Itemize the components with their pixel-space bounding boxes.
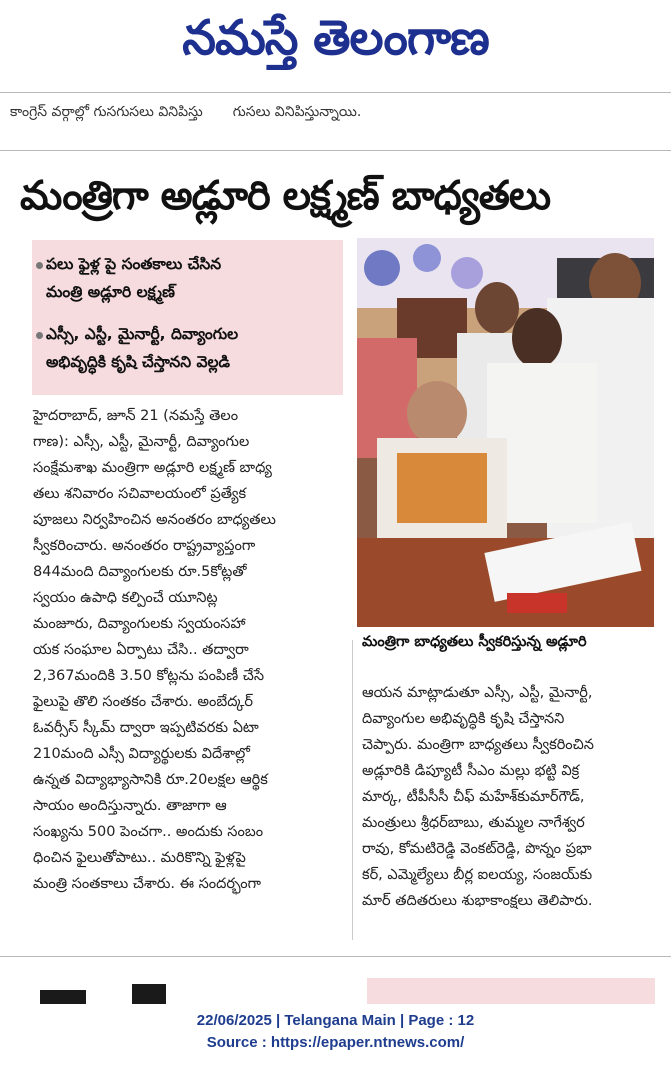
- body-line: రావు, కోమటిరెడ్డి వెంకట్‌రెడ్డి, పొన్నం ప్రభా: [362, 841, 592, 857]
- body-line: 844మంది దివ్యాంగులకు రూ.5కోట్లతో: [33, 564, 247, 580]
- body-line: గాణ): ఎస్సీ, ఎస్టీ, మైనార్టీ, దివ్యాంగుల: [33, 434, 250, 450]
- bullet-icon: [36, 262, 43, 269]
- body-line: దివ్యాంగుల అభివృద్ధికి కృషి చేస్తానని: [362, 711, 565, 727]
- body-line: సంఖ్యను 500 పెంచగా.. అందుకు సంబం: [33, 824, 264, 840]
- body-line: ఆయన మాట్లాడుతూ ఎస్సీ, ఎస్టీ, మైనార్టీ,: [362, 685, 593, 701]
- body-line: ఓవర్సీస్ స్కీమ్ ద్వారా ఇప్పటివరకు ఏటా: [33, 720, 259, 736]
- article-body-right: [362, 680, 656, 914]
- cropped-next-box: [367, 978, 655, 1004]
- body-line: ఫైలుపై తొలి సంతకం చేశారు. అంబేద్కర్: [33, 694, 253, 710]
- divider: [0, 150, 671, 151]
- body-line: అడ్లూరికి డిప్యూటీ సీఎం మల్లు భట్టి విక్ర: [362, 763, 580, 779]
- body-line: మంత్రులు శ్రీధర్‌బాబు, తుమ్మల నాగేశ్వర: [362, 815, 585, 831]
- body-line: స్వయం ఉపాధి కల్పించే యూనిట్ల: [33, 590, 218, 606]
- divider: [0, 92, 671, 93]
- ticker-left-text: కాంగ్రెస్ వర్గాల్లో గుసగుసలు వినిపిస్తు: [10, 104, 203, 120]
- divider: [0, 956, 671, 957]
- highlights-box: [32, 240, 343, 395]
- body-line: మంత్రి సంతకాలు చేశారు. ఈ సందర్భంగా: [33, 876, 261, 892]
- highlight-line: పలు ఫైళ్ల పై సంతకాలు చేసిన: [46, 255, 222, 273]
- body-line: కర్, ఎమ్మెల్యేలు బీర్ల ఐలయ్య, సంజయ్‌కు: [362, 867, 593, 883]
- news-photo: [357, 238, 654, 627]
- body-line: మార్క, టీపీసీసీ చీఫ్ మహేశ్‌కుమార్‌గౌడ్,: [362, 789, 585, 805]
- body-line: సంక్షేమశాఖ మంత్రిగా అడ్లూరి లక్ష్మణ్ బాధ్య: [33, 460, 272, 476]
- highlight-line: ఎస్సీ, ఎస్టీ, మైనార్టీ, దివ్యాంగుల: [46, 325, 239, 343]
- column-divider: [352, 640, 353, 940]
- body-line: హైదరాబాద్, జూన్ 21 (నమస్తే తెలం: [33, 408, 239, 424]
- article-headline: మంత్రిగా అడ్లూరి లక్ష్మణ్ బాధ్యతలు: [20, 173, 551, 219]
- cropped-next-headline: [40, 984, 170, 1008]
- body-line: 210మంది ఎస్సీ విద్యార్థులకు విదేశాల్లో: [33, 746, 250, 762]
- body-line: స్వీకరించారు. అనంతరం రాష్ట్రవ్యాప్తంగా: [33, 538, 256, 554]
- body-line: యక సంఘాల ఏర్పాటు చేసి.. తద్వారా: [33, 642, 249, 658]
- photo-caption: మంత్రిగా బాధ్యతలు స్వీకరిస్తున్న అడ్లూరి: [362, 634, 587, 650]
- ticker-right-text: గుసలు వినిపిస్తున్నాయి.: [232, 104, 362, 120]
- body-line: 2,367మందికి 3.50 కోట్లను పంపిణీ చేసే: [33, 668, 265, 684]
- masthead-logo: నమస్తే తెలంగాణ: [182, 10, 489, 66]
- footer-source-line: Source : https://epaper.ntnews.com/: [206, 1034, 465, 1051]
- masthead: [0, 0, 671, 80]
- highlight-item: [46, 320, 342, 376]
- body-line: సాయం అందిస్తున్నారు. తాజాగా ఆ: [33, 798, 227, 814]
- highlight-line: అభివృద్ధికి కృషి చేస్తానని వెల్లడి: [46, 353, 230, 371]
- body-line: చెప్పారు. మంత్రిగా బాధ్యతలు స్వీకరించిన: [362, 737, 594, 753]
- body-line: పూజలు నిర్వహించిన అనంతరం బాధ్యతలు: [33, 512, 276, 528]
- body-line: మంజూరు, దివ్యాంగులకు స్వయంసహా: [33, 616, 246, 632]
- bullet-icon: [36, 332, 43, 339]
- ticker-strip: [0, 104, 671, 130]
- highlight-line: మంత్రి అడ్లూరి లక్ష్మణ్: [46, 283, 175, 301]
- article-body-left: [33, 403, 345, 897]
- body-line: తలు శనివారం సచివాలయంలో ప్రత్యేక: [33, 486, 247, 502]
- body-line: మార్ తదితరులు శుభాకాంక్షలు తెలిపారు.: [362, 893, 593, 909]
- body-line: ధించిన ఫైలుతోపాటు.. మరికొన్ని ఫైళ్లపై: [33, 850, 246, 866]
- footer-date-line: 22/06/2025 | Telangana Main | Page : 12: [196, 1012, 475, 1029]
- body-line: ఉన్నత విద్యాభ్యాసానికి రూ.20లక్షల ఆర్థిక: [33, 772, 268, 788]
- highlight-item: [46, 250, 342, 306]
